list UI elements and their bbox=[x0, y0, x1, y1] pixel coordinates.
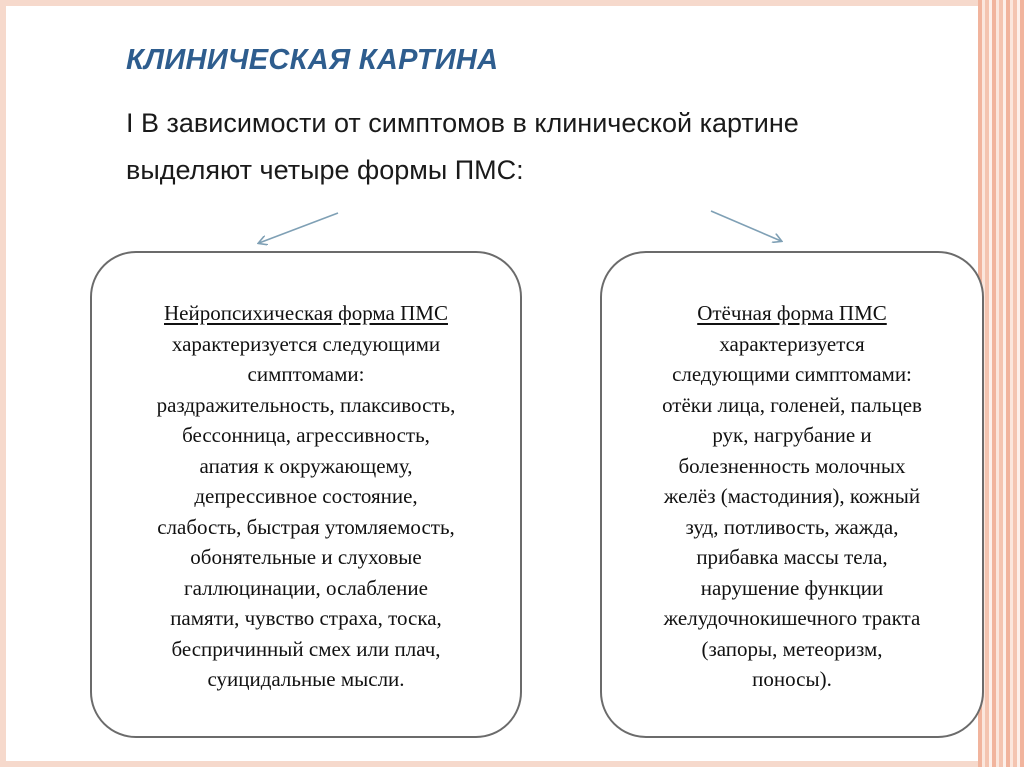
frame-left bbox=[0, 0, 6, 767]
frame-bottom bbox=[0, 761, 990, 767]
box-line: характеризуется следующими bbox=[171, 331, 441, 356]
box-line: симптомами: bbox=[247, 362, 365, 386]
intro-line: выделяют четыре формы ПМС: bbox=[126, 155, 524, 185]
box-line: беспричинный смех или плач, bbox=[171, 636, 441, 661]
box-heading: Нейропсихическая форма ПМС bbox=[164, 301, 448, 325]
slide-title: КЛИНИЧЕСКАЯ КАРТИНА bbox=[126, 44, 499, 76]
intro-line: I В зависимости от симптомов в клинической картине bbox=[126, 108, 799, 138]
edematous-form-box bbox=[600, 251, 984, 738]
box-line: характеризуется bbox=[719, 331, 865, 356]
box-line: следующими симптомами: bbox=[672, 362, 912, 386]
box-line: раздражительность, плаксивость, bbox=[156, 392, 456, 417]
decorative-stripes bbox=[978, 0, 1024, 767]
box-line: прибавка массы тела, bbox=[696, 545, 888, 569]
box-line: отёки лица, голеней, пальцев bbox=[662, 392, 922, 417]
neuropsychic-form-box bbox=[90, 251, 522, 738]
box-line: желудочнокишечного тракта bbox=[663, 606, 921, 630]
arrow-left-icon bbox=[259, 213, 338, 243]
box-heading: Отёчная форма ПМС bbox=[697, 301, 887, 325]
box-line: апатия к окружающему, bbox=[199, 453, 413, 478]
box-line: слабость, быстрая утомляемость, bbox=[157, 514, 455, 539]
box-line: бессонница, агрессивность, bbox=[182, 423, 430, 447]
box-line: галлюцинации, ослабление bbox=[184, 575, 428, 600]
box-line: депрессивное состояние, bbox=[194, 484, 418, 508]
box-line: памяти, чувство страха, тоска, bbox=[170, 606, 442, 630]
box-line: болезненность молочных bbox=[678, 453, 906, 478]
box-line: (запоры, метеоризм, bbox=[701, 636, 883, 661]
box-line: обонятельные и слуховые bbox=[190, 545, 422, 569]
box-line: желёз (мастодиния), кожный bbox=[663, 484, 921, 508]
box-line: суицидальные мысли. bbox=[207, 667, 405, 691]
frame-top bbox=[0, 0, 990, 6]
intro-text bbox=[126, 100, 946, 194]
box-line: нарушение функции bbox=[700, 575, 884, 600]
arrow-right-icon bbox=[711, 211, 781, 241]
box-line: зуд, потливость, жажда, bbox=[685, 514, 899, 539]
box-line: рук, нагрубание и bbox=[712, 423, 872, 447]
box-line: поносы). bbox=[752, 667, 832, 691]
